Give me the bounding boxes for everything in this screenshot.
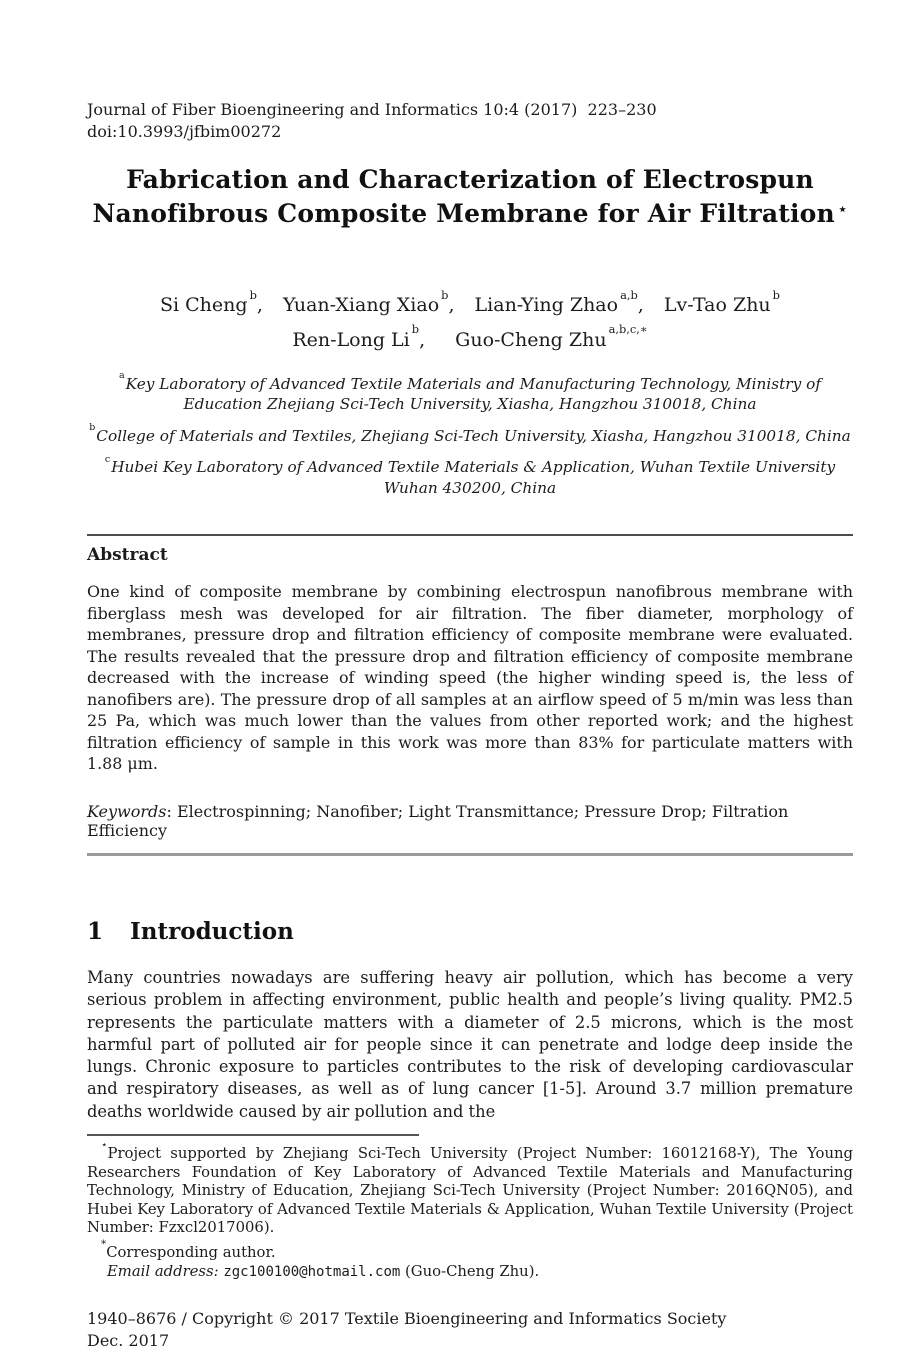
author-name: Guo-Cheng Zhu <box>455 328 607 351</box>
author-name: Lv-Tao Zhu <box>663 294 771 317</box>
author <box>455 322 648 351</box>
authors-line-2 <box>87 320 853 354</box>
issn-copyright-line: 1940–8676 / Copyright © 2017 Textile Bioengineering and Informatics Society <box>87 1309 727 1329</box>
authors-line-1 <box>87 286 853 320</box>
page-footer <box>87 1308 853 1352</box>
affiliation-sup: c <box>104 454 111 466</box>
footnote-star-icon: ⋆ <box>101 1139 108 1152</box>
affiliation-b <box>87 423 853 447</box>
paper-title-line2-text: Nanofibrous Composite Membrane for Air Filtration <box>92 199 835 228</box>
author <box>663 287 780 317</box>
author-name: Si Cheng <box>160 294 248 317</box>
abstract-heading: Abstract <box>87 545 168 566</box>
introduction-paragraph: Many countries nowadays are suffering heavy air pollution, which has become a very serious problem in affecting environment, public health and people’s living quality. PM2.5 represents the particulate matters with a diameter of 2.5 microns, which is the most harmful part of polluted air for people since it can penetrate and lodge deep inside the lungs. Chronic exposure to particles contributes to the risk of developing cardiovascular and respiratory diseases, as well as of lung cancer [1-5]. Around 3.7 million premature deaths worldwide caused by air pollution and the <box>87 967 853 1121</box>
footnote-project-text: Project supported by Zhejiang Sci-Tech University (Project Number: 16012168-Y), The Young Researchers Foundation of Key Laboratory of Advanced Textile Materials and Manufacturing Technology, Ministry of Education, Zhejiang Sci-Tech University (Project Number: 2016QN05), and Hubei Key Laboratory of Advanced Textile Materials & Application, Wuhan Textile University (Project Number: Fzxcl2017006). <box>87 1144 853 1237</box>
author-affil-sup: a,b,c,∗ <box>608 322 648 337</box>
paper-title-line2 <box>87 197 853 234</box>
author-affil-sup: b <box>772 287 780 302</box>
asterisk-icon: * <box>101 1238 107 1251</box>
affiliation-text: Key Laboratory of Advanced Textile Materials and Manufacturing Technology, Ministry of Education Zhejiang Sci-Tech University, Xiasha, Hangzhou 310018, China <box>125 374 821 414</box>
email-label: Email address: <box>107 1263 219 1281</box>
footnote-email-line <box>87 1263 853 1282</box>
title-footnote-star-icon: ⋆ <box>837 199 848 218</box>
author-name: Yuan-Xiang Xiao <box>282 294 440 317</box>
affiliation-sup: a <box>119 370 125 382</box>
keywords-bottom-rule <box>87 853 853 856</box>
author-separator: , <box>256 294 263 317</box>
footer-date: Dec. 2017 <box>87 1331 170 1351</box>
abstract-text: One kind of composite membrane by combining electrospun nanofibrous membrane with fiberglass mesh was developed for air filtration. The fiber diameter, morphology of membranes, pressure drop and filtration efficiency of composite membrane were evaluated. The results revealed that the pressure drop and filtration efficiency of composite membrane decreased with the increase of winding speed (the higher winding speed is, the less of nanofibers are). The pressure drop of all samples at an airflow speed of 5 m/min was less than 25 Pa, which was much lower than the values from other reported work; and the highest filtration efficiency of sample in this work was more than 83% for particulate matters with 1.88 μm. <box>87 582 853 774</box>
author-name: Lian-Ying Zhao <box>474 294 619 317</box>
keywords-line <box>87 802 853 840</box>
section-title: Introduction <box>130 917 294 945</box>
affiliation-c <box>87 454 853 498</box>
section-heading-introduction <box>87 918 853 945</box>
affiliation-text: College of Materials and Textiles, Zhejiang Sci-Tech University, Xiasha, Hangzhou 310018, China <box>96 426 851 445</box>
author <box>160 287 277 317</box>
footnote-corresponding <box>87 1239 853 1263</box>
abstract-top-rule <box>87 534 853 536</box>
author <box>474 287 658 317</box>
paper-title <box>87 163 853 234</box>
author-separator: , <box>419 328 426 351</box>
footnote-corresponding-text: Corresponding author. <box>106 1243 276 1261</box>
affiliation-sup: b <box>89 422 96 434</box>
author-affil-sup: a,b <box>620 287 638 302</box>
section-number: 1 <box>87 917 104 945</box>
author-affil-sup: b <box>411 322 420 337</box>
author-separator: , <box>448 294 455 317</box>
author-affil-sup: b <box>249 287 257 302</box>
email-address: zgc100100@hotmail.com <box>223 1264 401 1281</box>
author-name: Ren-Long Li <box>292 328 410 351</box>
keywords-text: : Electrospinning; Nanofiber; Light Transmittance; Pressure Drop; Filtration Efficiency <box>87 801 789 840</box>
doi-line: doi:10.3993/jfbim00272 <box>87 122 282 141</box>
author-list <box>87 286 853 355</box>
footnote-project <box>87 1140 853 1238</box>
footnote-rule <box>87 1134 419 1136</box>
journal-header <box>87 99 853 143</box>
paper-title-line1: Fabrication and Characterization of Electrospun <box>126 165 814 194</box>
affiliation-text: Hubei Key Laboratory of Advanced Textile Materials & Application, Wuhan Textile University Wuhan 430200, China <box>111 458 836 497</box>
author-affil-sup: b <box>441 287 449 302</box>
keywords-label: Keywords <box>87 801 167 821</box>
affiliation-a <box>87 371 853 415</box>
author <box>292 322 449 351</box>
author-separator: , <box>637 294 644 317</box>
email-suffix: (Guo-Cheng Zhu). <box>400 1263 540 1281</box>
author <box>282 287 469 317</box>
journal-line: Journal of Fiber Bioengineering and Informatics 10:4 (2017) 223–230 <box>87 100 657 119</box>
affiliations <box>87 371 853 499</box>
